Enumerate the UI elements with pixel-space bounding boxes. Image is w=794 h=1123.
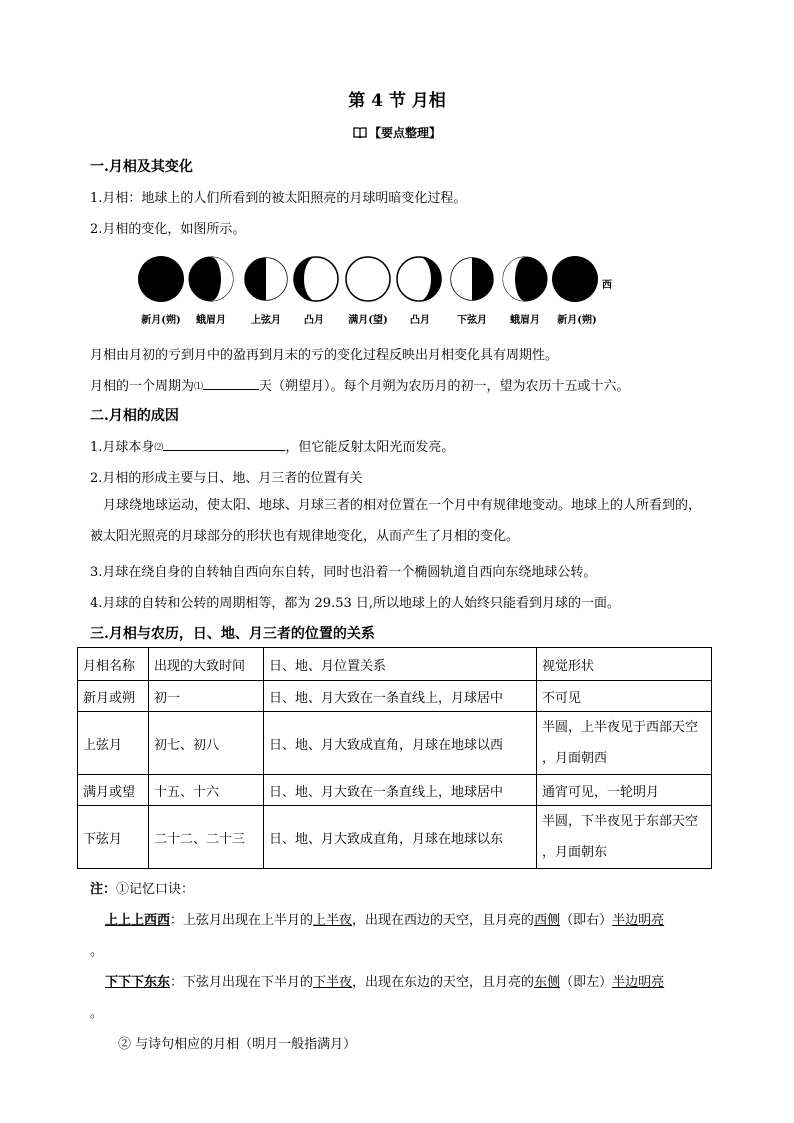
table-cell: 不可见 [537,681,712,712]
s2-item1-pre: 1.月球本身 [90,440,155,455]
moon-full [346,257,390,301]
moon-label-9: 新月(朔) [557,315,597,326]
mnemonic-1-u3: 半边明亮 [612,913,665,928]
subtitle: 【要点整理】 [368,126,441,140]
moon-last-quarter [451,258,493,300]
moon-label-8: 蛾眉月 [510,315,540,326]
table-cell [537,806,712,869]
moon-new-1 [138,256,184,302]
table-row [78,712,712,775]
moon-label-7: 下弦月 [457,315,487,326]
mnemonic-2-u1: 下半夜 [313,975,353,990]
s2-item1 [90,436,454,455]
mnemonic-1-text: （即右） [560,913,613,928]
s1-line2 [90,375,630,394]
table-cell: 日、地、月大致在一条直线上，月球居中 [264,681,537,712]
blank-1[interactable] [203,377,259,390]
table-cell: 新月或朔 [78,681,149,712]
mnemonic-2-u2: 东侧 [534,975,561,990]
s2-item3: 3.月球在绕自身的自转轴自西向东自转，同时也沿着一个椭圆轨道自西向东绕地球公转。 [90,565,597,580]
table-cell: 初七、初八 [149,712,264,775]
table-cell [537,712,712,775]
moon-first-quarter [245,258,287,300]
s2-item1-post: ，但它能反射太阳光而发亮。 [285,440,455,455]
mnemonic-1 [105,909,664,928]
moon-phase-figure [130,252,630,310]
table-cell: 下弦月 [78,806,149,869]
table-cell: 日、地、月大致在一条直线上，地球居中 [264,775,537,806]
table-row [78,681,712,712]
mnemonic-2 [105,971,664,990]
book-icon [353,127,367,141]
s2-item2: 2.月相的形成主要与日、地、月三者的位置有关 [90,471,363,486]
section-banner [0,124,794,141]
note-item2: ② 与诗句相应的月相（明月一般指满月） [118,1037,357,1052]
table-cell: 十五、十六 [149,775,264,806]
mnemonic-1-u2: 西侧 [534,913,561,928]
west-label: 西 [602,280,612,291]
section3-heading: 三.月相与农历，日、地、月三者的位置的关系 [90,626,375,642]
mnemonic-2-end: 。 [90,1006,104,1021]
table-cell: 初一 [149,681,264,712]
blank-2[interactable] [163,438,285,451]
moon-waning-gibbous [397,257,441,301]
moon-label-2: 蛾眉月 [196,315,226,326]
section1-heading: 一.月相及其变化 [90,159,193,175]
moon-new-2 [552,256,598,302]
mnemonic-2-u3: 半边明亮 [612,975,665,990]
moon-label-1: 新月(朔) [141,315,181,326]
blank-marker-2: ⑵ [154,443,164,453]
note-label: 注： [90,882,117,897]
s1-line1: 月相由月初的亏到月中的盈再到月末的亏的变化过程反映出月相变化具有周期性。 [90,348,559,363]
mnemonic-1-text: ：上弦月出现在上半月的 [170,913,314,928]
relation-table [77,647,712,869]
table-cell: 日、地、月大致成直角，月球在地球以西 [264,712,537,775]
moon-waxing-crescent [189,257,233,301]
header-cell: 出现的大致时间 [149,648,264,681]
cell-line: ，月面朝东 [542,845,608,860]
s1-line2-pre: 月相的一个周期为 [90,379,195,394]
note-item1: ①记忆口诀： [116,882,195,897]
table-cell: 通宵可见，一轮明月 [537,775,712,806]
table-cell: 二十二、二十三 [149,806,264,869]
moon-label-4: 凸月 [304,315,324,326]
cell-line: ，月面朝西 [542,751,608,766]
mnemonic-1-key: 上上上西西 [105,913,171,928]
cell-line: 半圆，上半夜见于西部天空 [542,720,699,735]
s1-item1: 1.月相：地球上的人们所看到的被太阳照亮的月球明暗变化过程。 [90,191,467,206]
table-header-row [78,648,712,681]
table-cell: 满月或望 [78,775,149,806]
table-cell: 日、地、月大致成直角，月球在地球以东 [264,806,537,869]
header-cell: 视觉形状 [537,648,712,681]
mnemonic-2-key: 下下下东东 [105,975,171,990]
mnemonic-1-u1: 上半夜 [313,913,353,928]
table-row [78,806,712,869]
moon-label-6: 凸月 [410,315,430,326]
s1-line2-post: 天（朔望月）。每个月朔为农历月的初一，望为农历十五或十六。 [259,379,630,394]
note-line [90,878,194,897]
table-cell: 上弦月 [78,712,149,775]
cell-line: 半圆，下半夜见于东部天空 [542,814,699,829]
mnemonic-1-end: 。 [90,944,104,959]
moon-label-3: 上弦月 [251,315,281,326]
header-cell: 日、地、月位置关系 [264,648,537,681]
mnemonic-2-text: ：下弦月出现在下半月的 [170,975,314,990]
s2-item4: 4.月球的自转和公转的周期相等，都为 29.53 日,所以地球上的人始终只能看到月球的一面。 [90,596,621,611]
table-row [78,775,712,806]
moon-waxing-gibbous [294,257,338,301]
s2-paragraph: 月球绕地球运动，使太阳、地球、月球三者的相对位置在一个月中有规律地变动。地球上的人所看到的，被太阳光照亮的月球部分的形状也有规律地变化，从而产生了月相的变化。 [90,498,702,544]
mnemonic-1-text: ，出现在西边的天空，且月亮的 [352,913,535,928]
header-cell: 月相名称 [78,648,149,681]
mnemonic-2-text: ，出现在东边的天空，且月亮的 [352,975,535,990]
section2-heading: 二.月相的成因 [90,408,179,424]
mnemonic-2-text: （即左） [560,975,613,990]
blank-marker-1: ⑴ [194,382,204,392]
page-title: 第 4 节 月相 [348,91,446,111]
s1-item2: 2.月相的变化，如图所示。 [90,222,246,237]
moon-waning-crescent [503,257,547,301]
moon-label-5: 满月(望) [348,315,388,326]
